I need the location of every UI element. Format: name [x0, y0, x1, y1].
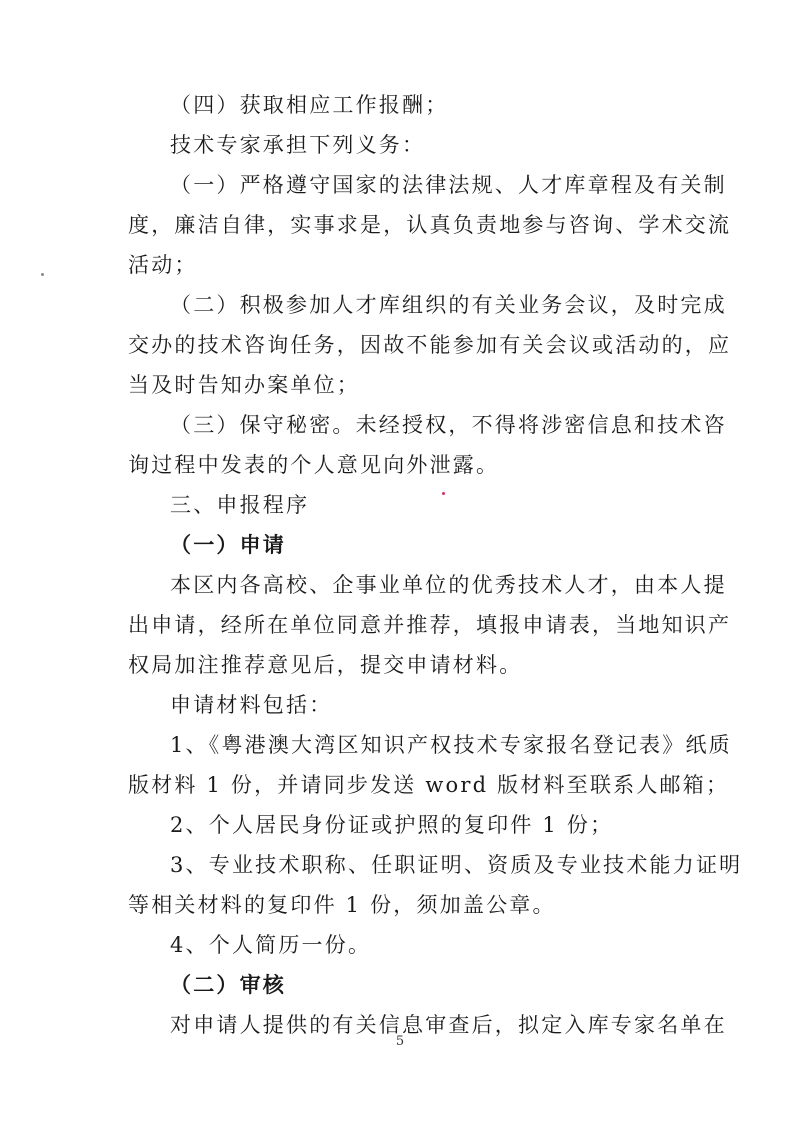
text-line: 出申请，经所在单位同意并推荐，填报申请表，当地知识产: [128, 613, 732, 637]
text-line: 询过程中发表的个人意见向外泄露。: [128, 453, 500, 477]
scan-speck: [442, 492, 445, 495]
text-line: （二）积极参加人才库组织的有关业务会议，及时完成: [170, 293, 727, 317]
text-line: 技术专家承担下列义务：: [170, 133, 426, 157]
page-number: 5: [395, 1034, 405, 1049]
text-line: （一）严格遵守国家的法律法规、人才库章程及有关制: [170, 173, 727, 197]
text-line: 版材料 1 份，并请同步发送 word 版材料至联系人邮箱；: [128, 773, 730, 797]
text-line: 本区内各高校、企事业单位的优秀技术人才，由本人提: [170, 573, 727, 597]
text-line: 等相关材料的复印件 1 份，须加盖公章。: [128, 893, 556, 917]
subsection-heading: （一）申请: [170, 533, 286, 557]
scan-speck: [41, 273, 44, 276]
text-line: 度，廉洁自律，实事求是，认真负责地参与咨询、学术交流: [128, 213, 732, 237]
text-line: 2、个人居民身份证或护照的复印件 1 份；: [170, 813, 614, 837]
text-line: 当及时告知办案单位；: [128, 373, 360, 397]
text-line: 对申请人提供的有关信息审查后，拟定入库专家名单在: [170, 1013, 727, 1037]
text-line: 3、专业技术职称、任职证明、资质及专业技术能力证明: [170, 853, 743, 877]
text-line: 4、个人简历一份。: [170, 933, 372, 957]
text-line: 活动；: [128, 253, 198, 277]
subsection-heading: （二）审核: [170, 973, 286, 997]
text-line: （四）获取相应工作报酬；: [170, 93, 449, 117]
text-line: 申请材料包括：: [170, 693, 333, 717]
text-line: 权局加注推荐意见后，提交申请材料。: [128, 653, 523, 677]
text-line: （三）保守秘密。未经授权，不得将涉密信息和技术咨: [170, 413, 727, 437]
section-heading: 三、申报程序: [170, 493, 310, 517]
text-line: 1、《粤港澳大湾区知识产权技术专家报名登记表》纸质: [170, 733, 732, 757]
text-line: 交办的技术咨询任务，因故不能参加有关会议或活动的，应: [128, 333, 732, 357]
